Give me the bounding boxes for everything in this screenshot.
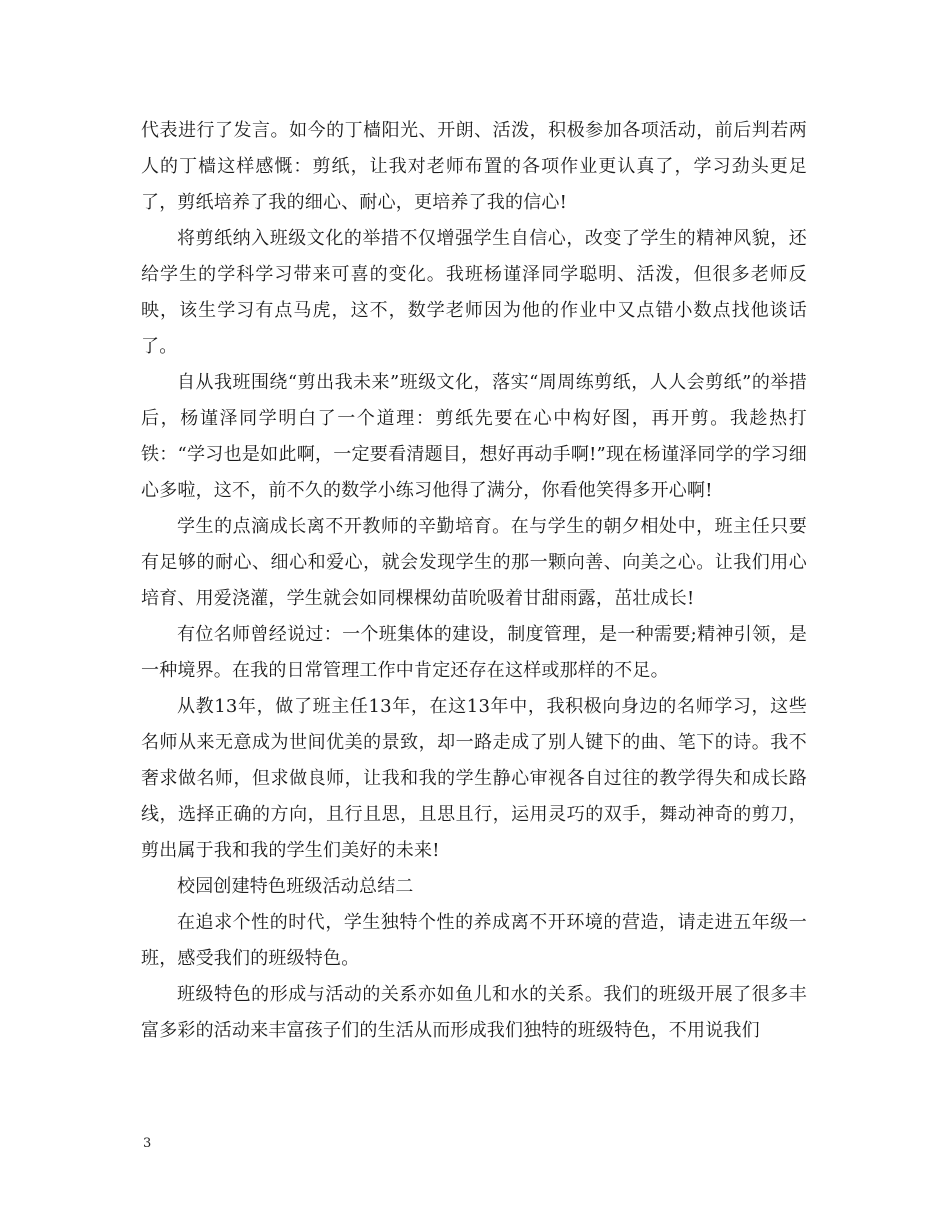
paragraph-2: 将剪纸纳入班级文化的举措不仅增强学生自信心，改变了学生的精神风貌，还给学生的学科学习带来可喜的变化。我班杨谨泽同学聪明、活泼，但很多老师反映，该生学习有点马虎，这不，数学老师因为他的作业中又点错小数点找他谈话了。 — [141, 228, 807, 357]
paragraph-7: 在追求个性的时代，学生独特个性的养成离不开环境的营造，请走进五年级一班，感受我们的班级特色。 — [141, 912, 807, 969]
section-heading: 校园创建特色班级活动总结二 — [177, 876, 414, 897]
paragraph-5: 有位名师曾经说过：一个班集体的建设，制度管理，是一种需要;精神引领，是一种境界。在我的日常管理工作中肯定还存在这样或那样的不足。 — [141, 624, 807, 681]
paragraph-4: 学生的点滴成长离不开教师的辛勤培育。在与学生的朝夕相处中，班主任只要有足够的耐心、细心和爱心，就会发现学生的那一颗向善、向美之心。让我们用心培育、用爱浇灌，学生就会如同棵棵幼苗吮吸着甘甜雨露，茁壮成长! — [141, 516, 807, 609]
paragraph-6: 从教13年，做了班主任13年，在这13年中，我积极向身边的名师学习，这些名师从来无意成为世间优美的景致，却一路走成了别人键下的曲、笔下的诗。我不奢求做名师，但求做良师，让我和我的学生静心审视各自过往的教学得失和成长路线，选择正确的方向，且行且思，且思且行，运用灵巧的双手，舞动神奇的剪刀，剪出属于我和我的学生们美好的未来! — [141, 696, 807, 861]
paragraph-3: 自从我班围绕“剪出我未来”班级文化，落实“周周练剪纸，人人会剪纸”的举措后，杨谨泽同学明白了一个道理：剪纸先要在心中构好图，再开剪。我趁热打铁：“学习也是如此啊，一定要看清题目，想好再动手啊!”现在杨谨泽同学的学习细心多啦，这不，前不久的数学小练习他得了满分，你看他笑得多开心啊! — [141, 372, 807, 501]
paragraph-8: 班级特色的形成与活动的关系亦如鱼儿和水的关系。我们的班级开展了很多丰富多彩的活动来丰富孩子们的生活从而形成我们独特的班级特色，不用说我们 — [141, 984, 807, 1041]
paragraph-1: 代表进行了发言。如今的丁樯阳光、开朗、活泼，积极参加各项活动，前后判若两人的丁樯这样感慨：剪纸，让我对老师布置的各项作业更认真了，学习劲头更足了，剪纸培养了我的细心、耐心，更培养了我的信心! — [141, 120, 807, 213]
document-body — [141, 113, 807, 1049]
page-number: 3 — [143, 1136, 152, 1151]
